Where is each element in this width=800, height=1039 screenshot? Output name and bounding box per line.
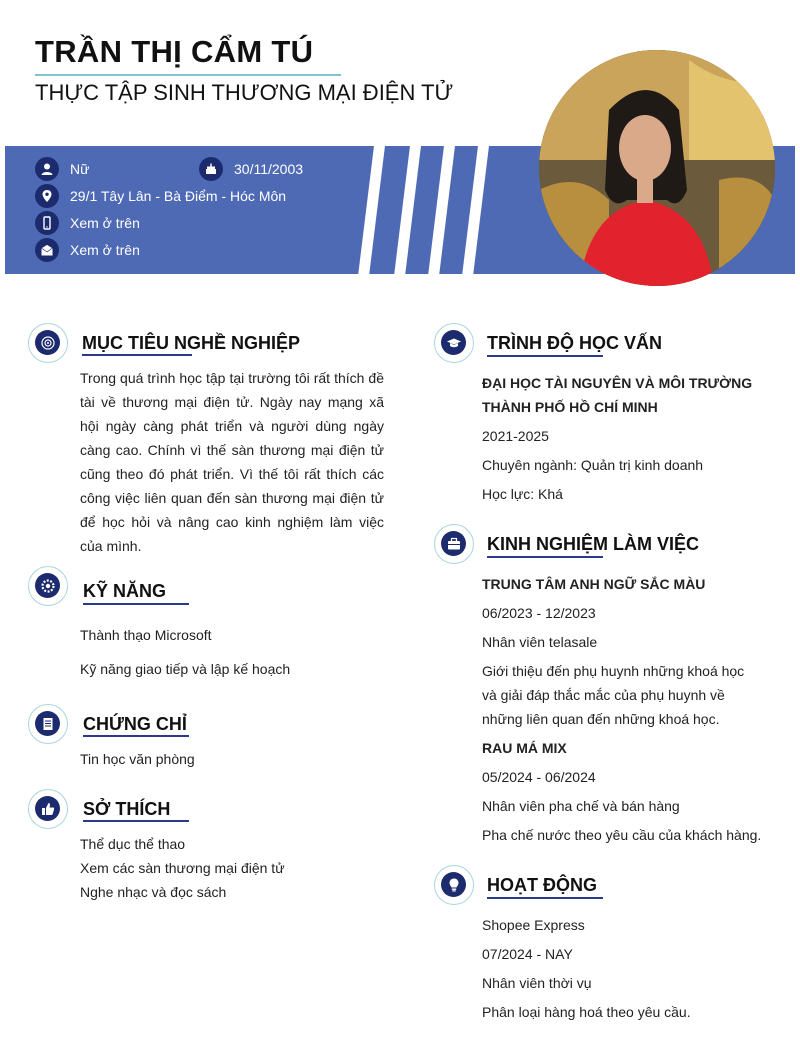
activities-title: HOẠT ĐỘNG (487, 875, 597, 895)
candidate-name: TRẦN THỊ CẨM TÚ (35, 34, 314, 69)
gender-value: Nữ (70, 161, 90, 177)
address-value: 29/1 Tây Lân - Bà Điểm - Hóc Môn (70, 188, 287, 204)
education-grade: Học lực: Khá (482, 486, 563, 502)
activity-period: 07/2024 - NAY (482, 946, 573, 962)
job-description: Giới thiệu đến phụ huynh những khoá học và giải đáp thắc mắc của phụ huynh về những liên quan đến những khoá học. (482, 663, 745, 727)
job-title: THỰC TẬP SINH THƯƠNG MẠI ĐIỆN TỬ (35, 80, 454, 105)
location-icon (35, 184, 59, 208)
phone-icon (35, 211, 59, 235)
target-icon (28, 323, 68, 363)
email-icon (35, 238, 59, 262)
school-name-line2: THÀNH PHỐ HỒ CHÍ MINH (482, 399, 658, 415)
experience-title-underline (487, 556, 603, 558)
objective-body: Trong quá trình học tập tại trường tôi rất thích đề tài về thương mại điện tử. Ngày nay mạng xã hội ngày càng phát triển và người dùng ngày càng cao. Chính vì thế sàn thương mại điện tử cũng theo đó phát triển. Vì thế tôi rất thích các công việc liên quan đến sàn thương mại điện tử để học hỏi và nâng cao kinh nghiệm làm việc của mình. (80, 370, 384, 554)
document-icon (28, 704, 68, 744)
certificate-item: Tin học văn phòng (80, 751, 195, 767)
job-role: Nhân viên pha chế và bán hàng (482, 798, 680, 814)
band-stripe (427, 146, 456, 274)
cake-icon (199, 157, 223, 181)
user-icon (35, 157, 59, 181)
profile-photo (539, 50, 775, 286)
job-period: 05/2024 - 06/2024 (482, 769, 596, 785)
email-row (35, 238, 140, 262)
hobby-item: Thể dục thể thao (80, 836, 186, 852)
lightbulb-icon (434, 865, 474, 905)
education-title-underline (487, 355, 603, 357)
gear-icon (28, 566, 68, 606)
job-description: Pha chế nước theo yêu cầu của khách hàng. (482, 827, 762, 843)
job-company: TRUNG TÂM ANH NGỮ SẮC MÀU (482, 576, 706, 592)
activity-role: Nhân viên thời vụ (482, 975, 592, 991)
school-name-line1: ĐẠI HỌC TÀI NGUYÊN VÀ MÔI TRƯỜNG (482, 375, 753, 391)
name-underline (35, 74, 341, 76)
skills-title: KỸ NĂNG (83, 581, 167, 601)
job-company: RAU MÁ MIX (482, 740, 567, 756)
activity-org: Shopee Express (482, 917, 585, 933)
gender-row (35, 157, 89, 181)
email-value: Xem ở trên (70, 242, 140, 258)
hobbies-title: SỞ THÍCH (83, 799, 171, 819)
address-row (35, 184, 286, 208)
birthday-row (199, 157, 303, 181)
phone-row (35, 211, 140, 235)
activity-description: Phân loại hàng hoá theo yêu cầu. (482, 1004, 691, 1020)
band-stripe (357, 146, 386, 274)
experience-title: KINH NGHIỆM LÀM VIỆC (487, 534, 700, 554)
education-period: 2021-2025 (482, 428, 549, 444)
certificates-title-underline (83, 735, 189, 737)
graduation-cap-icon (434, 323, 474, 363)
hobby-item: Nghe nhạc và đọc sách (80, 884, 227, 900)
activities-title-underline (487, 897, 603, 899)
phone-value: Xem ở trên (70, 215, 140, 231)
thumbs-up-icon (28, 789, 68, 829)
briefcase-icon (434, 524, 474, 564)
objective-title-underline (82, 354, 192, 356)
education-major: Chuyên ngành: Quản trị kinh doanh (482, 457, 704, 473)
education-title: TRÌNH ĐỘ HỌC VẤN (487, 333, 662, 353)
hobbies-title-underline (83, 820, 189, 822)
skill-item: Thành thạo Microsoft (80, 627, 212, 643)
skills-title-underline (83, 603, 189, 605)
hobby-item: Xem các sàn thương mại điện tử (80, 860, 285, 876)
birthday-value: 30/11/2003 (234, 161, 304, 177)
band-stripe (461, 146, 490, 274)
certificates-title: CHỨNG CHỈ (83, 714, 187, 734)
skill-item: Kỹ năng giao tiếp và lập kế hoạch (80, 661, 291, 677)
job-period: 06/2023 - 12/2023 (482, 605, 596, 621)
band-stripe (393, 146, 422, 274)
job-role: Nhân viên telasale (482, 634, 598, 650)
objective-title: MỤC TIÊU NGHỀ NGHIỆP (82, 333, 301, 353)
